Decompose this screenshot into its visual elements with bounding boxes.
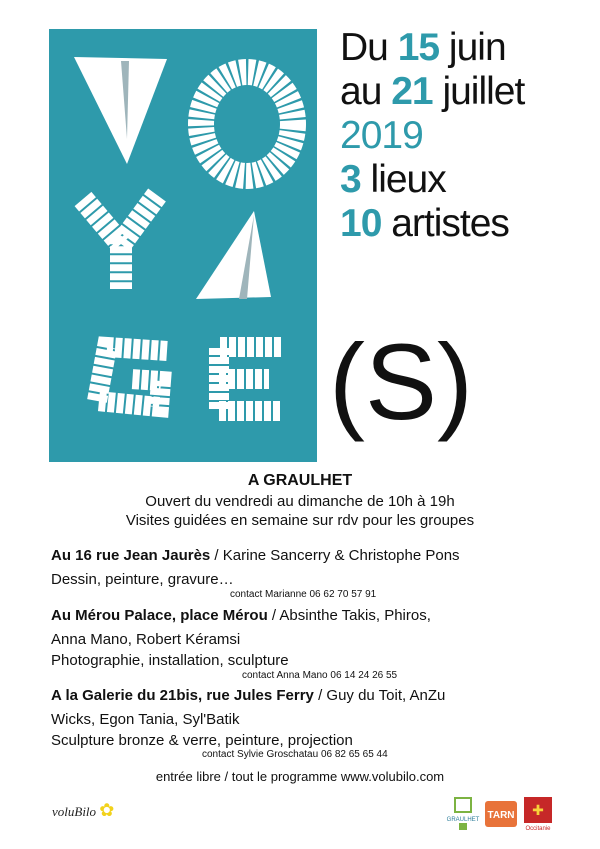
occitanie-logo xyxy=(521,797,555,831)
venue-name: Au Mérou Palace, place Mérou xyxy=(51,607,268,624)
paper-plane-v-icon xyxy=(74,57,167,164)
venue-3 xyxy=(51,686,445,751)
venue-1 xyxy=(51,546,460,590)
venue-media: Dessin, peinture, gravure… xyxy=(51,571,234,588)
venue-name: Au 16 rue Jean Jaurès xyxy=(51,547,211,564)
places-count: 3 lieux xyxy=(340,158,446,201)
venue-artists-cont: Wicks, Egon Tania, Syl'Batik xyxy=(51,711,240,728)
opening-hours: Ouvert du vendredi au dimanche de 10h à 19h xyxy=(145,493,455,510)
guided-visits: Visites guidées en semaine sur rdv pour les groupes xyxy=(125,512,475,529)
city-heading: A GRAULHET xyxy=(247,472,353,489)
title-suffix: (S) xyxy=(329,321,473,442)
year: 2019 xyxy=(340,114,423,157)
event-dates-block xyxy=(340,26,524,246)
letter-o-icon xyxy=(201,72,293,176)
venue-artists-cont: Anna Mano, Robert Kéramsi xyxy=(51,631,241,648)
voyage-poster-graphic xyxy=(49,29,317,462)
venue-artists: / Absinthe Takis, Phiros, xyxy=(267,607,431,624)
artists-count: 10 artistes xyxy=(340,202,509,245)
svg-text:GRAULHET: GRAULHET xyxy=(446,817,480,823)
venue-media: Sculpture bronze & verre, peinture, projection xyxy=(51,732,353,749)
flower-icon: ✿ xyxy=(99,800,115,820)
venue-artists: / Guy du Toit, AnZu xyxy=(313,687,446,704)
letter-e-icon xyxy=(219,347,281,411)
letter-y-icon xyxy=(83,195,157,289)
tarn-logo xyxy=(484,797,518,831)
venue-contact: contact Marianne 06 62 70 57 91 xyxy=(230,589,377,600)
letter-g-icon xyxy=(97,347,167,407)
venue-contact: contact Sylvie Groschatau 06 82 65 65 44 xyxy=(202,749,388,760)
date-line-end: au 21 juillet xyxy=(340,70,525,113)
paper-plane-a-icon xyxy=(196,211,271,299)
voyage-letters-art xyxy=(49,29,317,462)
venue-name: A la Galerie du 21bis, rue Jules Ferry xyxy=(51,687,314,704)
venue-artists: / Karine Sancerry & Christophe Pons xyxy=(210,547,460,564)
svg-text:✚: ✚ xyxy=(532,803,544,819)
footer-info: entrée libre / tout le programme www.volubilo.com xyxy=(155,769,445,784)
volubilo-logo: voluBilo ✿ xyxy=(52,800,115,820)
graulhet-logo xyxy=(446,797,480,831)
venue-contact: contact Anna Mano 06 14 24 26 55 xyxy=(242,670,398,681)
date-line-start: Du 15 juin xyxy=(340,26,506,69)
venue-2 xyxy=(51,606,431,671)
svg-text:TARN: TARN xyxy=(487,810,515,821)
venue-media: Photographie, installation, sculpture xyxy=(51,652,289,669)
svg-text:Occitanie: Occitanie xyxy=(525,826,551,831)
